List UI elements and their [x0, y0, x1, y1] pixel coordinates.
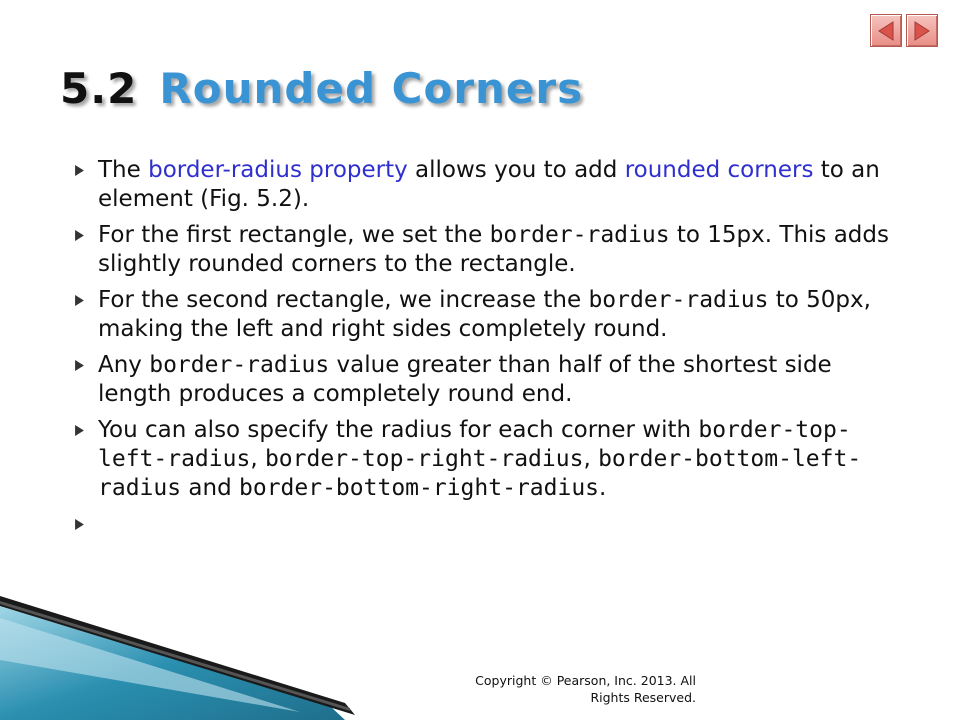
bullet-item-corner-properties: You can also specify the radius for each corner with border-top-left-radius, border-top-right-radius, border-bottom-left-radius and border-bottom-right-radius. — [74, 416, 904, 503]
copyright-notice: Copyright © Pearson, Inc. 2013. All Rights Reserved. — [475, 673, 696, 705]
triangle-left-icon — [877, 21, 895, 41]
bullet-arrow-icon — [74, 425, 85, 436]
slide-title — [60, 64, 583, 113]
title-number: 5.2 — [60, 64, 138, 113]
bullet-list — [74, 156, 904, 546]
bullet-item-empty — [74, 510, 904, 539]
bullet-arrow-icon — [74, 519, 85, 530]
bullet-item-first-rectangle: For the first rectangle, we set the border-radius to 15px. This adds slightly rounded corners to the rectangle. — [74, 221, 904, 279]
title-text: Rounded Corners — [159, 64, 584, 113]
bullet-arrow-icon — [74, 230, 85, 241]
bullet-item-second-rectangle: For the second rectangle, we increase the border-radius to 50px, making the left and right sides completely round. — [74, 286, 904, 344]
next-slide-button[interactable] — [906, 14, 938, 47]
bullet-item-round-end: Any border-radius value greater than half of the shortest side length produces a completely round end. — [74, 351, 904, 409]
bullet-arrow-icon — [74, 295, 85, 306]
slide-navigation — [870, 14, 938, 47]
bullet-arrow-icon — [74, 165, 85, 176]
bullet-item-border-radius-property: The border-radius property allows you to add rounded corners to an element (Fig. 5.2). — [74, 156, 904, 214]
previous-slide-button[interactable] — [870, 14, 902, 47]
triangle-right-icon — [913, 21, 931, 41]
bullet-arrow-icon — [74, 360, 85, 371]
